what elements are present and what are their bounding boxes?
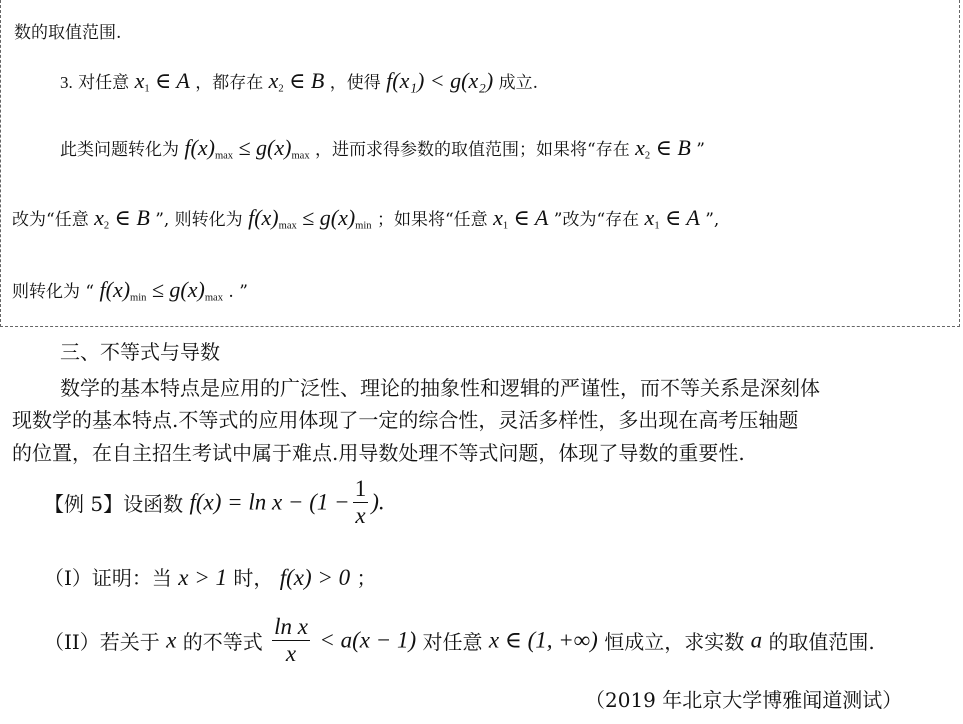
item3-text-4: 成立.	[498, 73, 539, 93]
para2-sub-min: min	[355, 220, 372, 232]
para2-op: ≤ g(x)	[302, 205, 356, 230]
para2-in-a2: ∈ A	[664, 205, 700, 230]
para2-text-5: ”,	[705, 210, 720, 230]
para2-sub4: 1	[502, 220, 509, 232]
part2-frac-num: ln x	[274, 614, 308, 639]
example-fraction	[353, 476, 369, 529]
item3-sub2: 2	[278, 83, 284, 95]
para2-x1a: x	[493, 205, 503, 230]
item3-x1: x	[134, 68, 145, 93]
example-expr-right: ).	[371, 489, 385, 515]
item-number: 3.	[60, 73, 73, 92]
para1-text-1: 此类问题转化为	[60, 140, 179, 160]
para1-f: f(x)	[184, 135, 215, 160]
part2-param: a	[750, 627, 763, 653]
para2-sub6: 1	[654, 220, 660, 232]
part1-condition: x > 1	[178, 565, 227, 590]
part2-frac-den: x	[285, 641, 297, 666]
part1-mid: 时，	[233, 566, 274, 590]
box-para-2	[12, 205, 719, 232]
box-para-1	[60, 135, 705, 162]
box-line-1: 数的取值范围.	[14, 23, 122, 43]
box-para-3	[12, 277, 248, 304]
source-note: （2019 年北京大学博雅闻道测试）	[585, 688, 903, 712]
box-item-3	[60, 68, 538, 95]
example-expr-left: f(x) = ln x − (1 −	[189, 489, 350, 515]
intro-line-2: 现数学的基本特点.不等式的应用体现了一定的综合性，灵活多样性，多出现在高考压轴题	[12, 408, 799, 432]
para2-sub1: 2	[103, 220, 110, 232]
para3-op: ≤ g(x)	[151, 277, 205, 302]
part2-text-1: 的不等式	[182, 630, 263, 654]
item3-text-3: ，使得	[329, 73, 381, 93]
para1-sub2: 2	[644, 150, 651, 162]
part2-fraction	[272, 614, 310, 667]
para2-x2: x	[94, 205, 104, 230]
part2-inequality: < a(x − 1)	[319, 627, 417, 653]
part-1	[44, 562, 377, 591]
para2-in-b: ∈ B	[114, 205, 150, 230]
section-heading: 三、不等式与导数	[60, 340, 220, 364]
para3-text-1: 则转化为 “	[12, 282, 95, 302]
para1-text-3: ”	[696, 140, 705, 160]
part2-text-4: 的取值范围.	[768, 630, 875, 654]
para2-f: f(x)	[248, 205, 279, 230]
example-5	[44, 476, 385, 529]
part2-label: （II）若关于	[44, 630, 160, 654]
item3-in-a: ∈ A	[155, 68, 190, 93]
part1-end: ；	[356, 566, 377, 590]
part2-var: x	[166, 627, 177, 653]
part2-text-3: 恒成立，求实数	[604, 630, 745, 654]
para1-op: ≤ g(x)	[238, 135, 292, 160]
item3-text-1: 对任意	[78, 73, 130, 93]
para2-text-4: ”改为“存在	[553, 210, 640, 230]
example-frac-num: 1	[354, 476, 367, 501]
item3-sub1: 1	[144, 83, 150, 95]
intro-line-3: 的位置，在自主招生考试中属于难点.用导数处理不等式问题，体现了导数的重要性.	[12, 441, 745, 465]
para1-sub-max2: max	[291, 150, 310, 162]
para1-sub-max1: max	[214, 150, 234, 162]
part2-text-2: 对任意	[422, 630, 483, 654]
intro-line-1: 数学的基本特点是应用的广泛性、理论的抽象性和逻辑的严谨性，而不等关系是深刻体	[60, 376, 820, 400]
example-frac-den: x	[355, 503, 366, 528]
para2-in-a1: ∈ A	[513, 205, 549, 230]
item3-expression: f(x₁) < g(x₂)	[386, 68, 494, 93]
para3-text-2: . ”	[228, 282, 248, 302]
para1-x2: x	[635, 135, 645, 160]
para3-f: f(x)	[99, 277, 131, 302]
para3-sub-max: max	[204, 292, 223, 304]
example-label: 【例 5】设函数	[44, 492, 184, 516]
part-2	[44, 614, 875, 667]
para3-sub-min: min	[130, 292, 147, 304]
part1-claim: f(x) > 0	[279, 565, 351, 590]
item3-x2: x	[268, 68, 279, 93]
para2-text-1: 改为“任意	[12, 210, 89, 230]
item3-in-b: ∈ B	[289, 68, 325, 93]
para2-sub-max: max	[278, 220, 297, 232]
para1-in-b: ∈ B	[655, 135, 691, 160]
para1-text-2: ，进而求得参数的取值范围；如果将“存在	[315, 140, 630, 160]
item3-text-2: ，都存在	[195, 73, 264, 93]
para2-x1b: x	[644, 205, 655, 230]
part2-domain: x ∈ (1, +∞)	[488, 627, 598, 653]
para2-text-3: ；如果将“任意	[376, 210, 488, 230]
para2-text-2: ”, 则转化为	[155, 210, 243, 230]
part1-label: （I）证明：当	[44, 566, 172, 590]
